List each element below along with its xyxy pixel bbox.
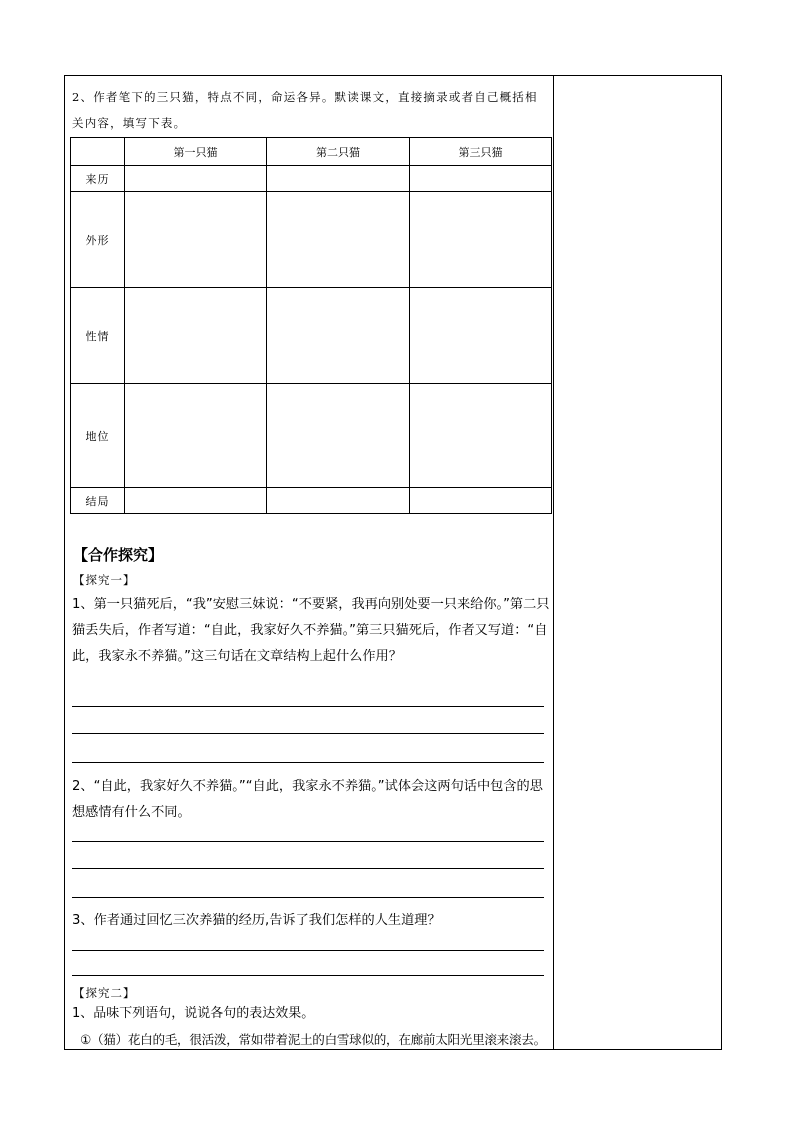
answer-line[interactable]	[72, 868, 544, 869]
header-cat-3: 第三只猫	[410, 138, 552, 166]
answer-cell[interactable]	[267, 166, 410, 192]
answer-cell[interactable]	[125, 384, 267, 488]
explore-1-question-2: 2、“自此，我家好久不养猫。”“自此，我家永不养猫。”试体会这两句话中包含的思想感情有什么不同。	[72, 779, 543, 820]
table-row-origin	[71, 166, 552, 192]
table-row-ending	[71, 488, 552, 514]
answer-cell[interactable]	[410, 288, 552, 384]
answer-cell[interactable]	[410, 192, 552, 288]
answer-cell[interactable]	[410, 384, 552, 488]
table-header-row	[71, 138, 552, 166]
row-label-status: 地位	[71, 384, 125, 488]
question-2-intro: 2、作者笔下的三只猫，特点不同，命运各异。默读课文，直接摘录或者自己概括相关内容，填写下表。	[72, 90, 538, 130]
column-divider	[553, 75, 554, 1050]
answer-cell[interactable]	[125, 288, 267, 384]
row-label-ending: 结局	[71, 488, 125, 514]
table-row-status	[71, 384, 552, 488]
answer-line[interactable]	[72, 762, 544, 763]
explore-1-label: 【探究一】	[73, 573, 136, 587]
explore-2-item-1: ①（猫）花白的毛，很活泼，常如带着泥土的白雪球似的，在廊前太阳光里滚来滚去。	[80, 1032, 546, 1047]
header-corner-cell	[71, 138, 125, 166]
answer-cell[interactable]	[267, 384, 410, 488]
answer-line[interactable]	[72, 897, 544, 898]
answer-line[interactable]	[72, 975, 544, 976]
explore-2-label: 【探究二】	[73, 986, 136, 1000]
header-cat-1: 第一只猫	[125, 138, 267, 166]
answer-cell[interactable]	[267, 192, 410, 288]
header-cat-2: 第二只猫	[267, 138, 410, 166]
row-label-temperament: 性情	[71, 288, 125, 384]
answer-line[interactable]	[72, 950, 544, 951]
answer-cell[interactable]	[267, 288, 410, 384]
answer-cell[interactable]	[410, 488, 552, 514]
answer-line[interactable]	[72, 706, 544, 707]
row-label-appearance: 外形	[71, 192, 125, 288]
table-row-appearance	[71, 192, 552, 288]
answer-line[interactable]	[72, 841, 544, 842]
answer-cell[interactable]	[125, 488, 267, 514]
explore-1-question-1: 1、第一只猫死后，“我”安慰三妹说：“不要紧，我再向别处要一只来给你。”第二只猫丢失后，作者写道：“自此，我家好久不养猫。”第三只猫死后，作者又写道：“自此，我家永不养猫。”这三句话在文章结构上起什么作用？	[72, 597, 550, 664]
cat-comparison-table	[70, 137, 552, 514]
row-label-origin: 来历	[71, 166, 125, 192]
table-row-temperament	[71, 288, 552, 384]
answer-cell[interactable]	[267, 488, 410, 514]
answer-cell[interactable]	[125, 192, 267, 288]
answer-line[interactable]	[72, 733, 544, 734]
explore-2-question-1: 1、品味下列语句，说说各句的表达效果。	[72, 1006, 315, 1021]
answer-cell[interactable]	[410, 166, 552, 192]
answer-cell[interactable]	[125, 166, 267, 192]
section-heading-cooperative-inquiry: 【合作探究】	[73, 546, 164, 564]
explore-1-question-3: 3、作者通过回忆三次养猫的经历,告诉了我们怎样的人生道理？	[72, 913, 441, 928]
